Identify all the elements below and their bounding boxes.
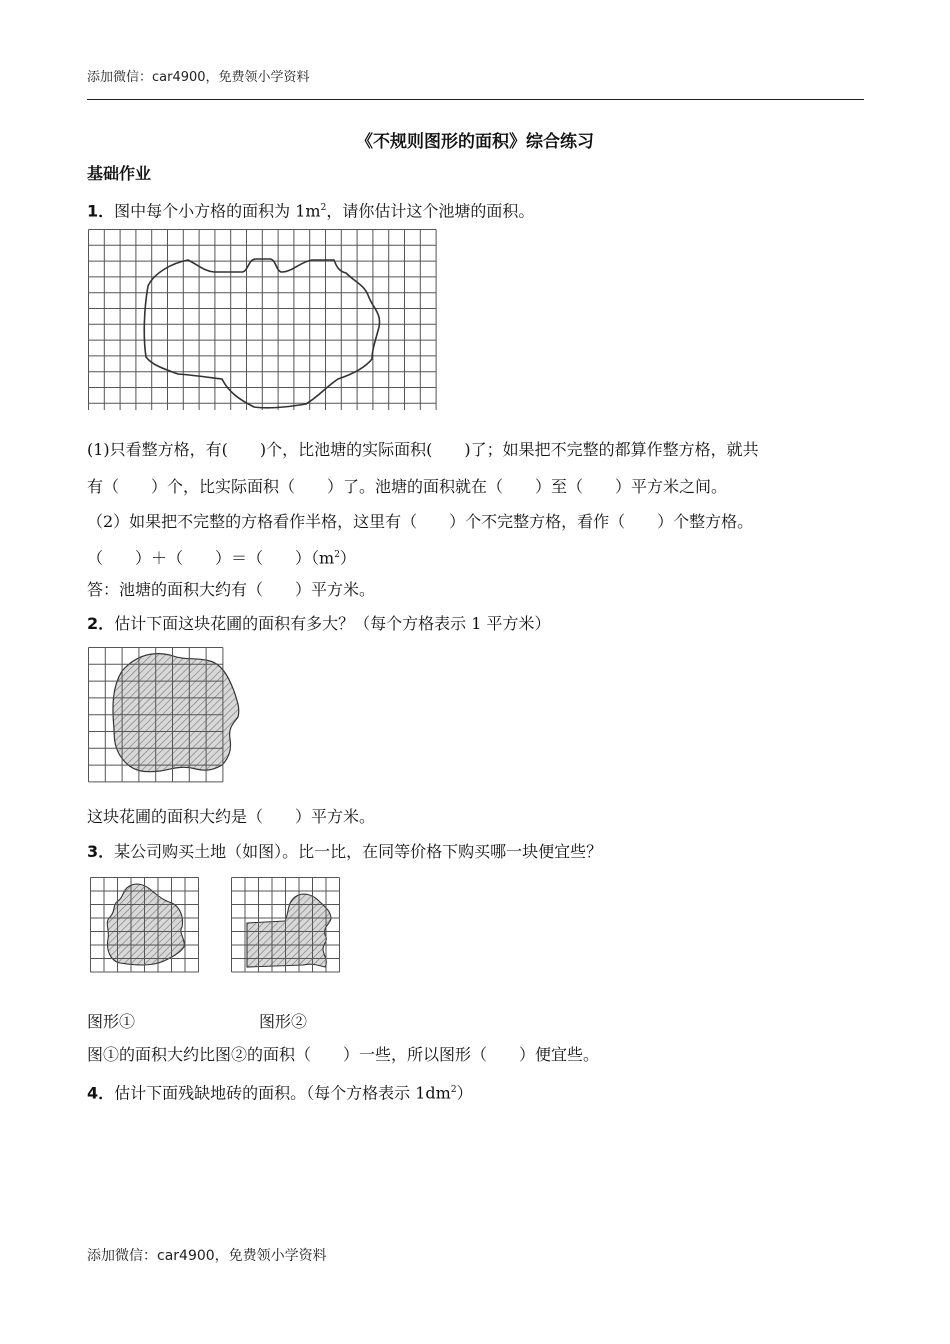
q2-prompt <box>87 614 551 634</box>
land-shape-1 <box>107 884 184 965</box>
pond-grid-figure <box>88 229 438 410</box>
q3-number: 3． <box>87 842 115 861</box>
grid-lines <box>89 230 437 411</box>
q1-equation-sup: 2 <box>334 550 340 560</box>
q1-equation-tail: ） <box>339 548 356 568</box>
q1-text: 图中每个小方格的面积为 1m <box>114 201 321 221</box>
q1-equation: （ ）＋（ ）＝（ ）（m <box>87 548 335 568</box>
footer-note: 添加微信：car4900，免费领小学资料 <box>87 1248 327 1264</box>
land-figure-1 <box>90 877 202 981</box>
q1-answer: 答：池塘的面积大约有（ ）平方米。 <box>87 580 376 599</box>
q1-number: 1． <box>87 201 115 221</box>
q1-prompt <box>87 198 534 221</box>
q2-text: 估计下面这块花圃的面积有多大？（每个方格表示 1 平方米） <box>114 614 551 633</box>
figure-2-label: 图形② <box>259 1012 308 1031</box>
q4-sup: 2 <box>450 1085 457 1095</box>
figure-1-label: 图形① <box>87 1012 136 1031</box>
garden-grid-figure <box>88 647 258 783</box>
q1-sup: 2 <box>320 203 327 213</box>
q3-answer: 图①的面积大约比图②的面积（ ）一些，所以图形（ ）便宜些。 <box>87 1045 600 1064</box>
header-note: 添加微信：car4900，免费领小学资料 <box>87 70 310 85</box>
q4-number: 4． <box>87 1083 115 1103</box>
q1-part2-line1: （2）如果把不完整的方格看作半格，这里有（ ）个不完整方格，看作（ ）个整方格。 <box>87 512 754 531</box>
garden-shape <box>113 654 239 772</box>
page-title: 《不规则图形的面积》综合练习 <box>356 132 594 152</box>
q1-part1-line1: (1)只看整方格，有( )个，比池塘的实际面积( )了；如果把不完整的都算作整方格，就共 <box>87 440 759 459</box>
section-heading: 基础作业 <box>87 164 152 183</box>
q3-prompt <box>87 842 602 862</box>
q2-number: 2． <box>87 614 115 633</box>
q4-tail: ） <box>456 1083 473 1103</box>
land-figure-2 <box>231 877 343 981</box>
q3-text: 某公司购买土地（如图）。比一比，在同等价格下购买哪一块便宜些？ <box>114 842 603 861</box>
q2-answer: 这块花圃的面积大约是（ ）平方米。 <box>87 807 376 826</box>
q1-text-tail: ，请你估计这个池塘的面积。 <box>326 201 535 221</box>
q1-part1-line2: 有（ ）个，比实际面积（ ）了。池塘的面积就在（ ）至（ ）平方米之间。 <box>87 477 728 496</box>
q4-prompt <box>87 1080 473 1103</box>
q1-part2-line2 <box>87 545 356 568</box>
q4-text: 估计下面残缺地砖的面积。（每个方格表示 1dm <box>114 1083 451 1103</box>
header-divider <box>87 99 864 100</box>
